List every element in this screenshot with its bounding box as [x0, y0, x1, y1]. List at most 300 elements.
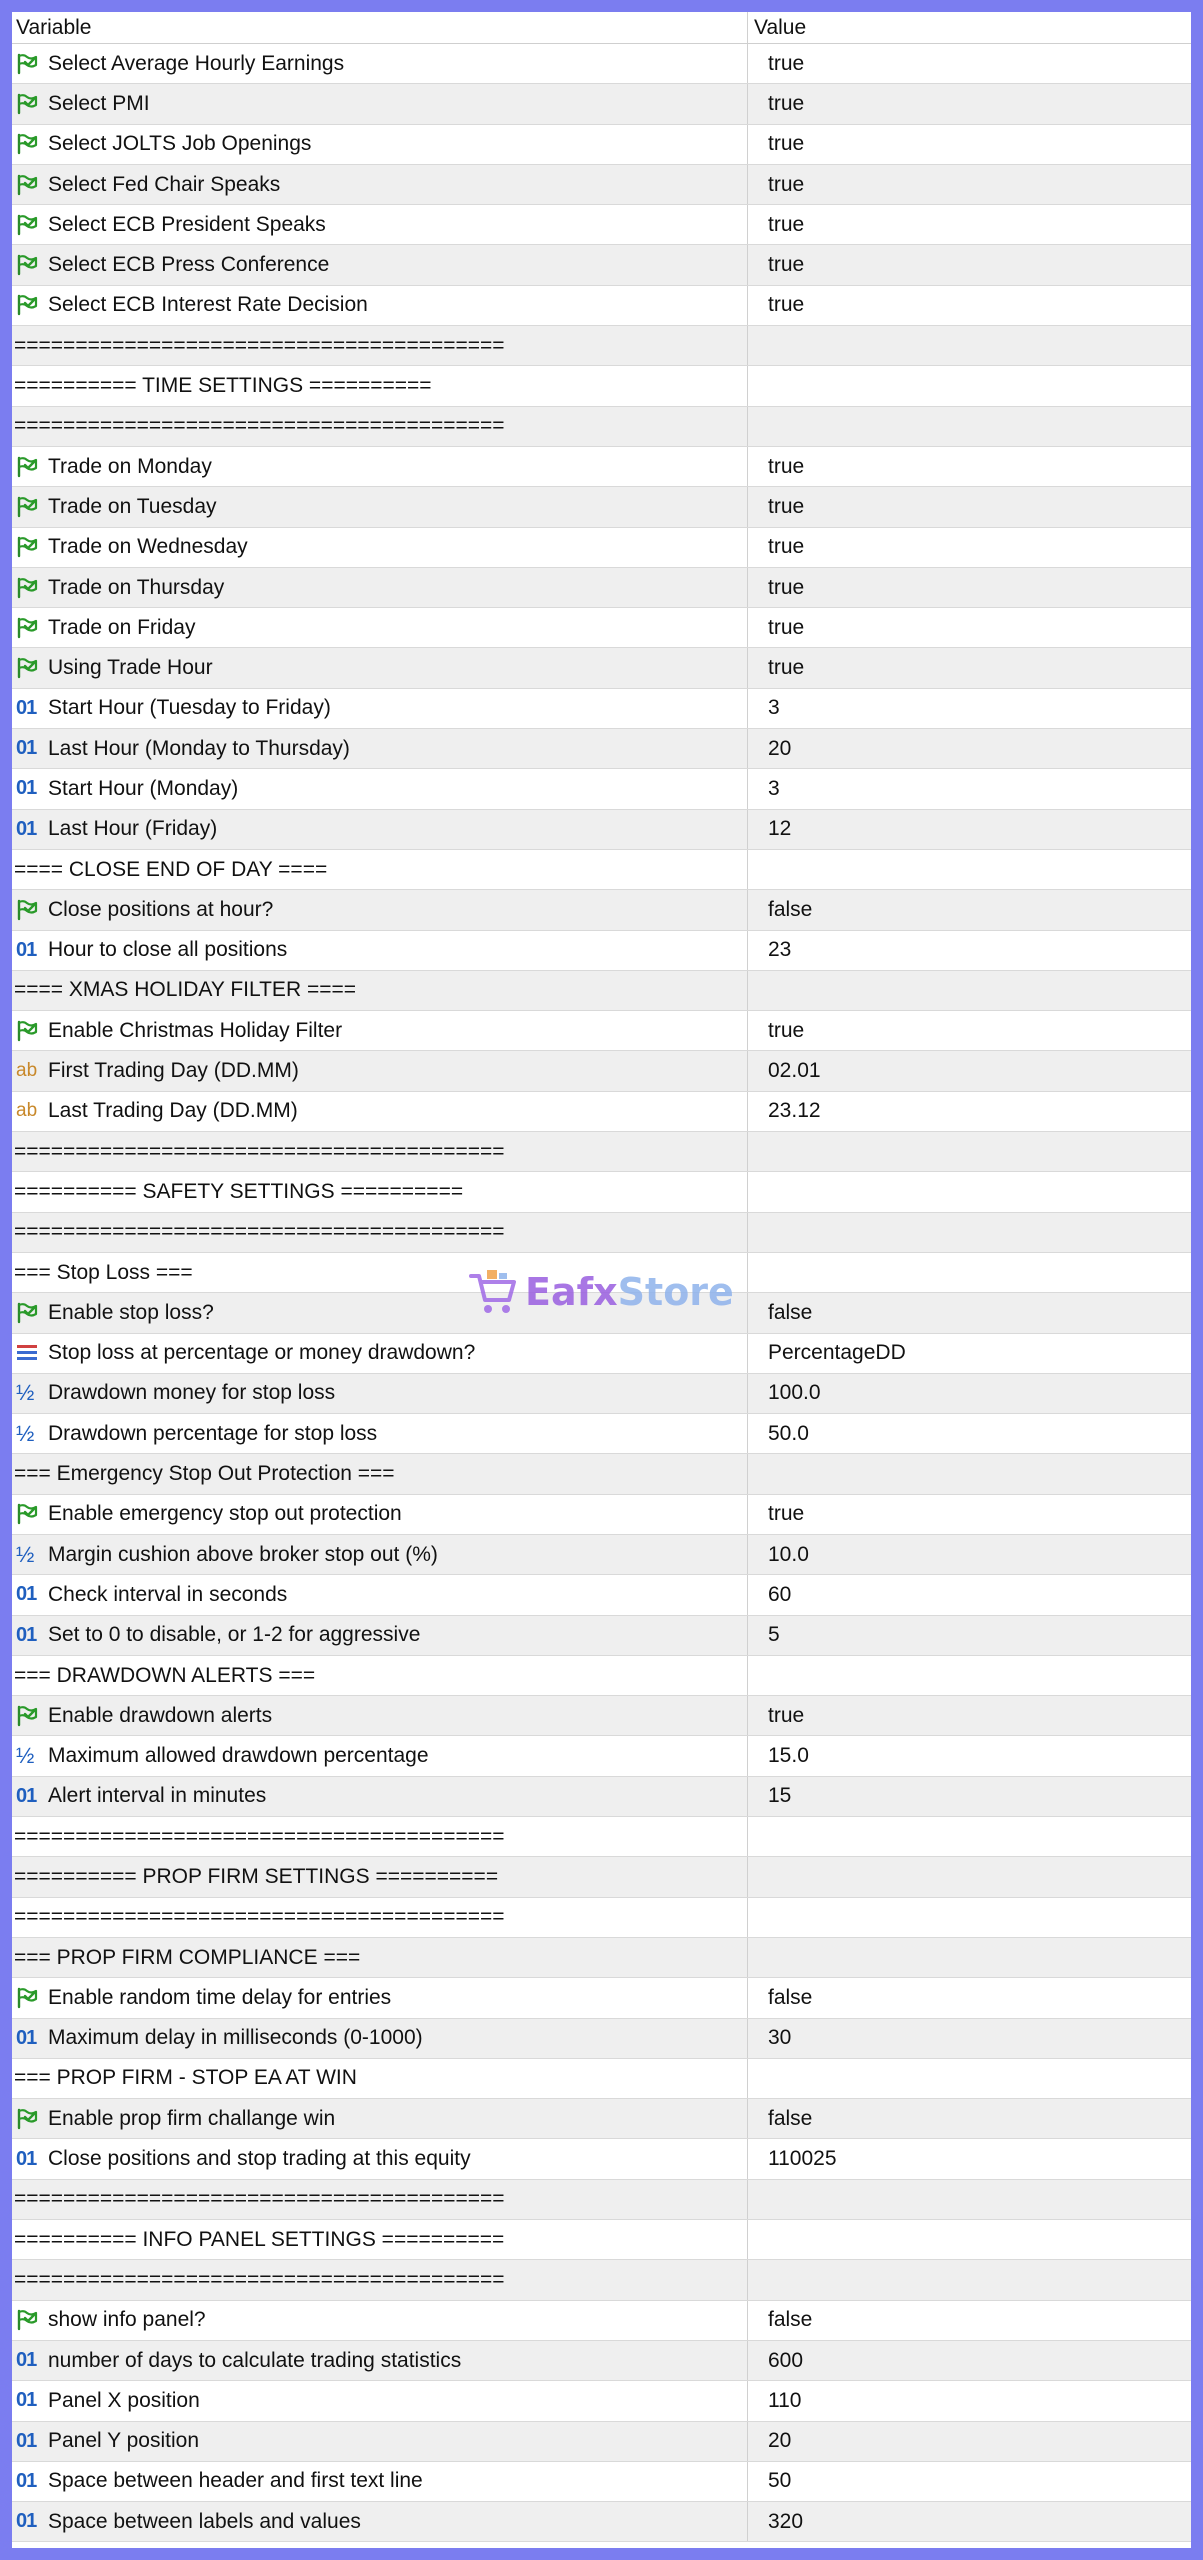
value-text: 320 — [768, 2509, 804, 2533]
integer-01-icon: 01 — [16, 2469, 37, 2492]
value-cell[interactable] — [747, 769, 1191, 808]
table-row[interactable] — [12, 1616, 1191, 1656]
table-row[interactable] — [12, 286, 1191, 326]
value-cell[interactable] — [747, 568, 1191, 607]
variable-cell[interactable] — [12, 447, 747, 486]
variable-label: Trade on Thursday — [48, 575, 225, 599]
value-cell[interactable] — [747, 1696, 1191, 1735]
variable-label: === DRAWDOWN ALERTS === — [14, 1663, 316, 1687]
variable-cell[interactable] — [12, 487, 747, 526]
table-row[interactable] — [12, 407, 1191, 447]
variable-cell[interactable] — [12, 1575, 747, 1614]
table-row[interactable] — [12, 1092, 1191, 1132]
table-row[interactable] — [12, 487, 1191, 527]
table-row[interactable] — [12, 326, 1191, 366]
table-row[interactable] — [12, 205, 1191, 245]
integer-01-icon: 01 — [16, 1623, 37, 1646]
variable-cell[interactable] — [12, 165, 747, 204]
variable-label: Margin cushion above broker stop out (%) — [48, 1542, 438, 1566]
value-text: 600 — [768, 2348, 804, 2372]
table-row[interactable] — [12, 1898, 1191, 1938]
variable-label: Check interval in seconds — [48, 1582, 288, 1606]
variable-cell[interactable] — [12, 1092, 747, 1131]
value-cell[interactable] — [747, 1253, 1191, 1292]
variable-cell[interactable] — [12, 1938, 747, 1977]
value-cell[interactable] — [747, 2381, 1191, 2420]
variable-cell[interactable] — [12, 366, 747, 405]
variable-cell[interactable] — [12, 689, 747, 728]
variable-label: Last Hour (Monday to Thursday) — [48, 736, 350, 760]
double-half-icon: ½ — [16, 1420, 35, 1446]
value-cell[interactable] — [747, 1978, 1191, 2017]
variable-label: show info panel? — [48, 2308, 206, 2332]
variable-label: Last Trading Day (DD.MM) — [48, 1099, 298, 1123]
value-cell[interactable] — [747, 2341, 1191, 2380]
variable-cell[interactable] — [12, 648, 747, 687]
table-row[interactable] — [12, 1293, 1191, 1333]
value-cell[interactable] — [747, 1736, 1191, 1775]
table-row[interactable] — [12, 890, 1191, 930]
value-cell[interactable] — [747, 245, 1191, 284]
variable-cell[interactable] — [12, 1132, 747, 1171]
value-cell[interactable] — [747, 2260, 1191, 2299]
value-cell[interactable] — [747, 2301, 1191, 2340]
table-row[interactable] — [12, 971, 1191, 1011]
variable-label: First Trading Day (DD.MM) — [48, 1059, 299, 1083]
value-text: 02.01 — [768, 1059, 821, 1083]
table-row[interactable] — [12, 1736, 1191, 1776]
value-text: 23.12 — [768, 1099, 821, 1123]
value-cell[interactable] — [747, 1414, 1191, 1453]
value-text: false — [768, 2308, 813, 2332]
table-row[interactable] — [12, 2502, 1191, 2542]
boolean-flag-icon — [16, 1020, 44, 1042]
variable-label: Last Hour (Friday) — [48, 817, 218, 841]
variable-label: number of days to calculate trading statistics — [48, 2348, 462, 2372]
value-cell[interactable] — [747, 1172, 1191, 1211]
variable-label: Select ECB Press Conference — [48, 253, 330, 277]
variable-label: Stop loss at percentage or money drawdown? — [48, 1341, 476, 1365]
value-cell[interactable] — [747, 2502, 1191, 2541]
variable-label: Alert interval in minutes — [48, 1784, 267, 1808]
table-row[interactable] — [12, 769, 1191, 809]
value-text: 3 — [768, 696, 780, 720]
variable-cell[interactable] — [12, 1857, 747, 1896]
variable-label: ======================================== — [14, 2267, 505, 2291]
table-row[interactable] — [12, 2301, 1191, 2341]
table-row[interactable] — [12, 125, 1191, 165]
value-text: true — [768, 615, 805, 639]
column-header-value[interactable]: Value — [747, 12, 1191, 43]
variable-cell[interactable] — [12, 286, 747, 325]
value-cell[interactable] — [747, 1011, 1191, 1050]
value-text: 5 — [768, 1623, 780, 1647]
variable-cell[interactable] — [12, 205, 747, 244]
value-text: true — [768, 535, 805, 559]
table-row[interactable] — [12, 1817, 1191, 1857]
value-text: 3 — [768, 776, 780, 800]
variable-cell[interactable] — [12, 1172, 747, 1211]
value-cell[interactable] — [747, 2422, 1191, 2461]
value-text: true — [768, 253, 805, 277]
variable-label: Select PMI — [48, 91, 150, 115]
table-row[interactable] — [12, 1575, 1191, 1615]
value-cell[interactable] — [747, 1051, 1191, 1090]
string-ab-icon: ab — [16, 1100, 38, 1122]
variable-cell[interactable] — [12, 1656, 747, 1695]
value-cell[interactable] — [747, 810, 1191, 849]
variable-cell[interactable] — [12, 1817, 747, 1856]
value-cell[interactable] — [747, 44, 1191, 83]
table-row[interactable] — [12, 568, 1191, 608]
value-cell[interactable] — [747, 1213, 1191, 1252]
value-text: true — [768, 454, 805, 478]
variable-label: Enable drawdown alerts — [48, 1703, 273, 1727]
value-text: 110025 — [768, 2147, 837, 2171]
variable-label: Enable stop loss? — [48, 1300, 214, 1324]
table-row[interactable] — [12, 689, 1191, 729]
boolean-flag-icon — [16, 617, 44, 639]
table-row[interactable] — [12, 729, 1191, 769]
table-row[interactable] — [12, 2059, 1191, 2099]
table-row[interactable] — [12, 1414, 1191, 1454]
variable-label: ========== TIME SETTINGS ========== — [14, 374, 432, 398]
value-text: false — [768, 1985, 813, 2009]
variable-label: Close positions at hour? — [48, 897, 274, 921]
variable-cell[interactable] — [12, 568, 747, 607]
variable-cell[interactable] — [12, 2139, 747, 2178]
variable-cell[interactable] — [12, 931, 747, 970]
variable-cell[interactable] — [12, 2341, 747, 2380]
variable-label: Select ECB President Speaks — [48, 212, 326, 236]
table-row[interactable] — [12, 1938, 1191, 1978]
boolean-flag-icon — [16, 93, 44, 115]
table-row[interactable] — [12, 850, 1191, 890]
value-cell[interactable] — [747, 971, 1191, 1010]
value-cell[interactable] — [747, 1374, 1191, 1413]
integer-01-icon: 01 — [16, 2429, 37, 2452]
table-row[interactable] — [12, 1132, 1191, 1172]
table-row[interactable] — [12, 245, 1191, 285]
value-cell[interactable] — [747, 1454, 1191, 1493]
value-cell[interactable] — [747, 528, 1191, 567]
value-cell[interactable] — [747, 1575, 1191, 1614]
value-cell[interactable] — [747, 1938, 1191, 1977]
variable-label: Start Hour (Monday) — [48, 776, 239, 800]
value-cell[interactable] — [747, 2180, 1191, 2219]
value-text: true — [768, 1703, 805, 1727]
variable-cell[interactable] — [12, 1535, 747, 1574]
value-cell[interactable] — [747, 2059, 1191, 2098]
value-cell[interactable] — [747, 1293, 1191, 1332]
double-half-icon: ½ — [16, 1541, 35, 1567]
table-row[interactable] — [12, 2341, 1191, 2381]
variable-cell[interactable] — [12, 608, 747, 647]
integer-01-icon: 01 — [16, 696, 37, 719]
variable-cell[interactable] — [12, 769, 747, 808]
variable-cell[interactable] — [12, 84, 747, 123]
variable-cell[interactable] — [12, 1011, 747, 1050]
table-row[interactable] — [12, 165, 1191, 205]
table-row[interactable] — [12, 528, 1191, 568]
value-cell[interactable] — [747, 1334, 1191, 1373]
variable-cell[interactable] — [12, 971, 747, 1010]
table-row[interactable] — [12, 1777, 1191, 1817]
boolean-flag-icon — [16, 657, 44, 679]
value-text: 20 — [768, 736, 792, 760]
value-cell[interactable] — [747, 1777, 1191, 1816]
variable-cell[interactable] — [12, 1898, 747, 1937]
integer-01-icon: 01 — [16, 2147, 37, 2170]
value-text: 60 — [768, 1582, 792, 1606]
table-row[interactable] — [12, 1535, 1191, 1575]
variable-cell[interactable] — [12, 2220, 747, 2259]
table-row[interactable] — [12, 931, 1191, 971]
variable-label: === PROP FIRM - STOP EA AT WIN — [14, 2066, 357, 2090]
value-text: 15 — [768, 1784, 792, 1808]
variable-label: Maximum delay in milliseconds (0-1000) — [48, 2026, 423, 2050]
variable-label: Enable emergency stop out protection — [48, 1502, 402, 1526]
boolean-flag-icon — [16, 2108, 44, 2130]
variable-cell[interactable] — [12, 1777, 747, 1816]
variable-label: Drawdown percentage for stop loss — [48, 1421, 378, 1445]
variable-label: Using Trade Hour — [48, 656, 213, 680]
table-row[interactable] — [12, 366, 1191, 406]
variable-label: Space between labels and values — [48, 2509, 361, 2533]
variable-label: Panel Y position — [48, 2429, 200, 2453]
value-cell[interactable] — [747, 1092, 1191, 1131]
table-row[interactable] — [12, 2180, 1191, 2220]
variable-cell[interactable] — [12, 850, 747, 889]
value-cell[interactable] — [747, 1656, 1191, 1695]
table-row[interactable] — [12, 1978, 1191, 2018]
value-text: true — [768, 656, 805, 680]
value-cell[interactable] — [747, 2019, 1191, 2058]
value-cell[interactable] — [747, 850, 1191, 889]
variable-label: Trade on Monday — [48, 454, 212, 478]
variable-label: ========== INFO PANEL SETTINGS ========== — [14, 2227, 505, 2251]
variable-cell[interactable] — [12, 2301, 747, 2340]
value-cell[interactable] — [747, 407, 1191, 446]
variable-cell[interactable] — [12, 1253, 747, 1292]
variable-label: ======================================== — [14, 1139, 505, 1163]
variable-label: Enable random time delay for entries — [48, 1985, 392, 2009]
table-row[interactable] — [12, 1696, 1191, 1736]
table-row[interactable] — [12, 1172, 1191, 1212]
variable-cell[interactable] — [12, 2099, 747, 2138]
watermark-text-eafx: Eafx — [525, 1270, 618, 1314]
table-row[interactable] — [12, 2260, 1191, 2300]
table-header — [12, 12, 1191, 44]
variable-cell[interactable] — [12, 1414, 747, 1453]
variable-label: ========== PROP FIRM SETTINGS ========== — [14, 1865, 499, 1888]
value-cell[interactable] — [747, 1495, 1191, 1534]
variable-label: ==== XMAS HOLIDAY FILTER ==== — [14, 978, 356, 1002]
table-row[interactable] — [12, 648, 1191, 688]
boolean-flag-icon — [16, 1503, 44, 1525]
integer-01-icon: 01 — [16, 938, 37, 961]
table-row[interactable] — [12, 1857, 1191, 1897]
variable-label: === Emergency Stop Out Protection === — [14, 1462, 395, 1486]
variable-cell[interactable] — [12, 810, 747, 849]
table-row[interactable] — [12, 1213, 1191, 1253]
value-cell[interactable] — [747, 729, 1191, 768]
table-row[interactable] — [12, 2019, 1191, 2059]
variable-cell[interactable] — [12, 1213, 747, 1252]
variable-label: Trade on Tuesday — [48, 494, 217, 518]
table-row[interactable] — [12, 2220, 1191, 2260]
value-cell[interactable] — [747, 84, 1191, 123]
table-row[interactable] — [12, 447, 1191, 487]
variable-cell[interactable] — [12, 2462, 747, 2501]
value-text: true — [768, 172, 805, 196]
variable-cell[interactable] — [12, 1334, 747, 1373]
value-cell[interactable] — [747, 1132, 1191, 1171]
variable-label: Enable prop firm challange win — [48, 2106, 336, 2130]
table-row[interactable] — [12, 1495, 1191, 1535]
variable-cell[interactable] — [12, 528, 747, 567]
variable-label: ======================================== — [14, 1905, 505, 1929]
value-cell[interactable] — [747, 447, 1191, 486]
value-cell[interactable] — [747, 689, 1191, 728]
variable-cell[interactable] — [12, 1736, 747, 1775]
table-row[interactable] — [12, 2422, 1191, 2462]
table-row[interactable] — [12, 1011, 1191, 1051]
value-cell[interactable] — [747, 2139, 1191, 2178]
variable-label: Drawdown money for stop loss — [48, 1381, 336, 1405]
table-row[interactable] — [12, 44, 1191, 84]
integer-01-icon: 01 — [16, 737, 37, 760]
value-text: 20 — [768, 2429, 792, 2453]
value-cell[interactable] — [747, 205, 1191, 244]
value-cell[interactable] — [747, 1616, 1191, 1655]
variable-label: === PROP FIRM COMPLIANCE === — [14, 1945, 361, 1969]
boolean-flag-icon — [16, 174, 44, 196]
variable-cell[interactable] — [12, 1374, 747, 1413]
table-row[interactable] — [12, 810, 1191, 850]
value-text: false — [768, 897, 813, 921]
variable-label: Panel X position — [48, 2388, 200, 2412]
value-text: 50.0 — [768, 1421, 809, 1445]
variable-cell[interactable] — [12, 1454, 747, 1493]
variable-cell[interactable] — [12, 1293, 747, 1332]
value-cell[interactable] — [747, 165, 1191, 204]
value-cell[interactable] — [747, 608, 1191, 647]
variable-cell[interactable] — [12, 125, 747, 164]
variable-cell[interactable] — [12, 326, 747, 365]
variable-cell[interactable] — [12, 1051, 747, 1090]
variable-cell[interactable] — [12, 1978, 747, 2017]
value-cell[interactable] — [747, 326, 1191, 365]
table-row[interactable] — [12, 1454, 1191, 1494]
variable-label: Close positions and stop trading at this equity — [48, 2147, 471, 2171]
variable-cell[interactable] — [12, 2019, 747, 2058]
boolean-flag-icon — [16, 294, 44, 316]
value-cell[interactable] — [747, 2462, 1191, 2501]
value-cell[interactable] — [747, 2220, 1191, 2259]
boolean-flag-icon — [16, 1987, 44, 2009]
variable-cell[interactable] — [12, 729, 747, 768]
table-row[interactable] — [12, 2099, 1191, 2139]
variable-cell[interactable] — [12, 2260, 747, 2299]
value-cell[interactable] — [747, 2099, 1191, 2138]
variable-cell[interactable] — [12, 1495, 747, 1534]
boolean-flag-icon — [16, 2309, 44, 2331]
table-row[interactable] — [12, 1334, 1191, 1374]
value-cell[interactable] — [747, 1535, 1191, 1574]
table-row[interactable] — [12, 2139, 1191, 2179]
boolean-flag-icon — [16, 254, 44, 276]
variable-label: ======================================== — [14, 1220, 505, 1244]
variable-label: ========== SAFETY SETTINGS ========== — [14, 1179, 464, 1203]
table-row[interactable] — [12, 2381, 1191, 2421]
table-row[interactable] — [12, 2462, 1191, 2502]
boolean-flag-icon — [16, 53, 44, 75]
value-text: true — [768, 1502, 805, 1526]
variable-label: Enable Christmas Holiday Filter — [48, 1018, 343, 1042]
table-row[interactable] — [12, 608, 1191, 648]
integer-01-icon: 01 — [16, 2389, 37, 2412]
variable-cell[interactable] — [12, 2059, 747, 2098]
value-cell[interactable] — [747, 648, 1191, 687]
table-row[interactable] — [12, 1374, 1191, 1414]
value-text: 15.0 — [768, 1744, 809, 1768]
boolean-flag-icon — [16, 577, 44, 599]
table-row[interactable] — [12, 1253, 1191, 1293]
value-cell[interactable] — [747, 487, 1191, 526]
value-cell[interactable] — [747, 1857, 1191, 1896]
variable-label: Trade on Wednesday — [48, 535, 248, 559]
variable-cell[interactable] — [12, 1696, 747, 1735]
variable-cell[interactable] — [12, 44, 747, 83]
variable-cell[interactable] — [12, 890, 747, 929]
variable-cell[interactable] — [12, 2381, 747, 2420]
boolean-flag-icon — [16, 456, 44, 478]
value-cell[interactable] — [747, 366, 1191, 405]
value-cell[interactable] — [747, 890, 1191, 929]
table-row[interactable] — [12, 84, 1191, 124]
variable-cell[interactable] — [12, 2502, 747, 2541]
table-row[interactable] — [12, 1051, 1191, 1091]
variable-cell[interactable] — [12, 245, 747, 284]
value-text: 110 — [768, 2388, 802, 2412]
value-text: 10.0 — [768, 1542, 809, 1566]
variable-cell[interactable] — [12, 2180, 747, 2219]
variable-cell[interactable] — [12, 2422, 747, 2461]
value-text: 100.0 — [768, 1381, 821, 1405]
value-cell[interactable] — [747, 1817, 1191, 1856]
value-text: true — [768, 293, 805, 317]
variable-label: ==== CLOSE END OF DAY ==== — [14, 857, 328, 881]
variable-label: Start Hour (Tuesday to Friday) — [48, 696, 331, 720]
variable-cell[interactable] — [12, 1616, 747, 1655]
value-text: 50 — [768, 2469, 792, 2493]
integer-01-icon: 01 — [16, 2349, 37, 2372]
value-text: true — [768, 132, 805, 156]
value-cell[interactable] — [747, 931, 1191, 970]
value-text: PercentageDD — [768, 1341, 906, 1365]
variable-cell[interactable] — [12, 407, 747, 446]
variable-label: === Stop Loss === — [14, 1260, 193, 1284]
double-half-icon: ½ — [16, 1380, 35, 1406]
value-cell[interactable] — [747, 286, 1191, 325]
column-header-variable[interactable]: Variable — [16, 15, 92, 39]
integer-01-icon: 01 — [16, 1583, 37, 1606]
value-cell[interactable] — [747, 1898, 1191, 1937]
table-row[interactable] — [12, 1656, 1191, 1696]
variable-label: Set to 0 to disable, or 1-2 for aggressive — [48, 1623, 421, 1647]
value-cell[interactable] — [747, 125, 1191, 164]
